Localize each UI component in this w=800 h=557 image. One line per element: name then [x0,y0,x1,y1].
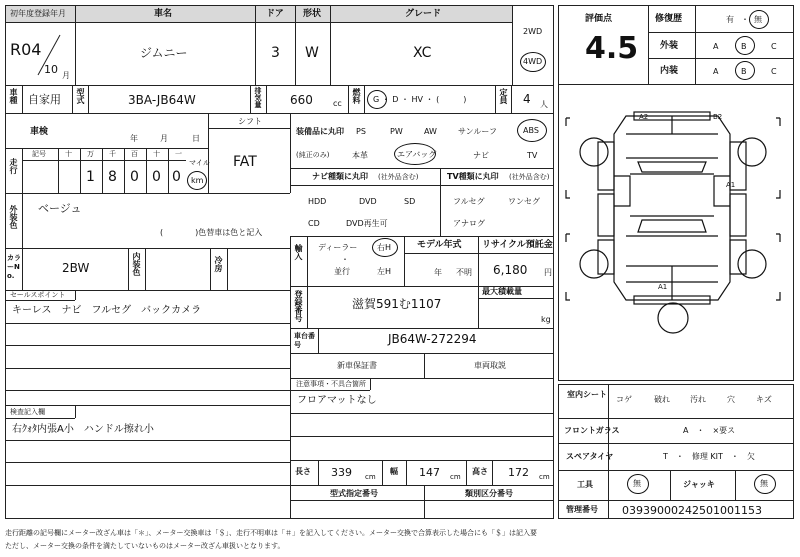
unit-hyaku: 百 [131,150,138,158]
tv-analog: アナログ [453,219,485,228]
shift-label: シフト [238,117,262,126]
spare-tire-value: T ・ 修理 KIT ・ 欠 [663,452,755,461]
equipment-sub: (純正のみ) [296,151,330,159]
registration-label: 登録番号 [294,290,303,322]
displacement-label: 排気量 [254,87,262,108]
drive-2wd: 2WD [523,27,543,36]
recycle-value: 6,180 [493,263,528,277]
reg-year: R04 [10,40,42,59]
navi-cd: CD [308,219,320,228]
mile-label: マイル [189,159,210,167]
navi-hdd: HDD [308,197,327,206]
cooler-label: 冷房 [214,256,223,272]
mileage-digit-5: 0 [152,169,161,185]
car-type-label: 車種 [9,88,18,104]
fuel-options: G ・ D ・ HV ・ ( ) [373,95,467,104]
color-no-label: カラーNo. [7,254,21,280]
recycle-unit: 円 [544,268,552,277]
color-no: 2BW [62,261,90,275]
equip-ps: PS [356,127,366,136]
door-label: ドア [266,9,284,19]
shift-value: FAT [233,154,257,170]
car-damage-diagram [558,86,794,380]
chassis-value: JB64W-272294 [388,332,477,346]
type-designation-label: 型式指定番号 [330,489,378,498]
import-dot: ・ [341,255,349,264]
height-value: 172 [508,466,529,479]
mileage-digit-2: 1 [86,169,95,185]
unit-ichi: 一 [175,150,182,158]
tools-value: 無 [633,479,641,488]
tools-label: 工具 [577,480,593,489]
equip-tv: TV [527,151,538,160]
car-name: ジムニー [140,46,188,60]
max-load-label: 最大積載量 [482,287,522,296]
door-count: 3 [271,45,280,61]
interior-b: B [741,67,747,76]
cc-unit: cc [333,99,342,108]
reg-month-unit: 月 [62,71,70,80]
windshield-value: A ・ ×要ス [683,426,736,435]
mileage-digit-3: 8 [108,169,117,185]
interior-c: C [771,67,777,76]
repair-opt-dot: ・ [741,15,749,24]
registration-value: 滋賀591む1107 [352,297,442,311]
model-code: 3BA-JB64W [128,93,196,107]
navi-sd: SD [404,197,416,206]
import-dealer: ディーラー [318,243,358,252]
exterior-b: B [741,42,747,51]
jack-label: ジャッキ [683,480,715,489]
equip-leather: 本革 [352,151,368,160]
sales-point-label: セールスポイント [10,291,66,299]
sales-point-text: キーレス ナビ フルセグ バックカメラ [12,305,202,316]
equipment-label: 装備品に丸印 [296,127,344,136]
interior-color-label: 内装色 [132,252,141,276]
mileage-digit-6: 0 [172,169,181,185]
import-label: 輸入 [294,244,303,260]
navi-sub: (社外品含む) [378,173,419,181]
exterior-color: ベージュ [38,202,82,215]
seat-tear: 破れ [654,395,670,404]
diagram-mark-b2: B2 [713,113,723,121]
equip-navi: ナビ [473,151,489,160]
diagram-mark-a2: A2 [639,113,649,121]
repair-label: 修復歴 [655,14,683,24]
repair-opt-yes: 有 [726,15,734,24]
right-hand: 右H [377,243,392,252]
inspector-text: 右ｸｫﾀ内張A小 ハンドル擦れ小 [12,424,154,435]
capacity-label: 定員 [499,88,508,104]
usage: 自家用 [28,93,61,106]
chassis-label: 車台番号 [294,332,315,349]
seat-scratch: キズ [756,395,772,404]
diagram-mark-a1-right: A1 [726,181,736,189]
management-label: 管理番号 [566,505,598,514]
spare-tire-label: スペアタイヤ [566,452,614,461]
exterior-a: A [713,42,719,51]
unit-10man: 十 [65,150,72,158]
notes-text: フロアマットなし [297,395,377,406]
jack-value: 無 [760,479,768,488]
navi-dvd-play: DVD再生可 [346,219,388,228]
score-label: 評価点 [585,14,613,24]
width-label: 幅 [390,467,398,476]
grade-label: グレード [405,9,442,19]
equip-airbag: エアバッグ [397,150,437,159]
interior-seat-label-1: 室内シート [567,390,607,399]
unit-man: 万 [87,150,94,158]
km-unit: km [191,176,204,185]
class-number-label: 類別区分番号 [465,489,513,498]
navi-dvd: DVD [359,197,377,206]
shape-value: W [305,45,319,61]
shape-label: 形状 [303,9,322,19]
unit-ju: 十 [153,150,160,158]
mileage-digit-4: 0 [130,169,139,185]
equip-aw: AW [424,127,437,136]
exterior-color-label: 外装色 [9,205,18,229]
equip-sunroof: サンルーフ [458,127,497,136]
repair-opt-none: 無 [754,15,762,24]
reg-month: 10 [44,63,58,76]
score-value: 4.5 [585,31,639,66]
seat-stain: 汚れ [690,395,706,404]
tv-sub: (社外品含む) [509,173,550,181]
footer-note-1: 走行距離の記号欄にメーター改ざん車は「＊」、メーター交換車は「＄」、走行不明車は「＃」を記入してください。メーター交換で合算表示した場合にも「＄」は記入要 [5,529,537,537]
length-unit: cm [365,473,376,481]
tv-label: TV種類に丸印 [447,172,499,181]
drive-4wd: 4WD [523,57,543,66]
capacity-unit: 人 [540,100,548,109]
equip-pw: PW [390,127,403,136]
tv-fullseg: フルセグ [453,197,485,206]
navi-label: ナビ種類に丸印 [312,172,368,181]
unit-sen: 千 [109,150,116,158]
color-change-note: ( )色替車は色と記入 [160,228,263,237]
exterior-c: C [771,42,777,51]
model-label: 型式 [76,88,85,104]
kg-unit: kg [541,315,551,324]
import-parallel: 並行 [334,267,350,276]
length-value: 339 [331,466,352,479]
car-name-label: 車名 [154,9,173,19]
reg-year-label: 初年度登録年月 [10,9,66,18]
model-year-unknown: 不明 [456,268,472,277]
capacity: 4 [523,92,531,106]
footer-note-2: ただし、メーター交換の条件を満たしていないものはメーター改ざん車扱いとなります。 [5,542,285,550]
fuel-label: 燃料 [352,88,361,104]
inspector-label: 検査記入欄 [10,408,45,416]
height-unit: cm [539,473,550,481]
new-car-warranty: 新車保証書 [337,361,377,370]
inspection-month-unit: 月 [160,134,168,143]
left-hand: 左H [377,267,392,276]
exterior-label: 外装 [660,41,679,51]
interior-label: 内装 [660,66,679,76]
tv-oneseg: ワンセグ [508,197,540,206]
vehicle-manual: 車両取説 [474,361,506,370]
grade-value: XC [413,45,432,61]
mileage-kigo: 記号 [32,150,46,158]
notes-label: 注意事項・不具合箇所 [296,380,366,388]
windshield-label: フロントガラス [564,426,620,435]
width-unit: cm [450,473,461,481]
equip-abs: ABS [523,126,539,135]
width-value: 147 [419,466,440,479]
model-year-unit: 年 [434,268,442,277]
displacement: 660 [290,93,313,107]
length-label: 長さ [295,467,311,476]
seat-burn: コゲ [616,395,632,404]
height-label: 高さ [472,467,488,476]
mileage-label: 走行 [9,158,18,174]
inspection-year-unit: 年 [130,134,138,143]
diagram-mark-a1-bottom: A1 [658,283,668,291]
management-value: 03939000242501001153 [622,504,762,517]
interior-a: A [713,67,719,76]
inspection-label: 車検 [30,127,49,137]
seat-hole: 穴 [727,395,735,404]
inspection-day-unit: 日 [192,134,200,143]
model-year-label: モデル年式 [417,240,462,250]
recycle-label: リサイクル預託金 [482,240,553,250]
